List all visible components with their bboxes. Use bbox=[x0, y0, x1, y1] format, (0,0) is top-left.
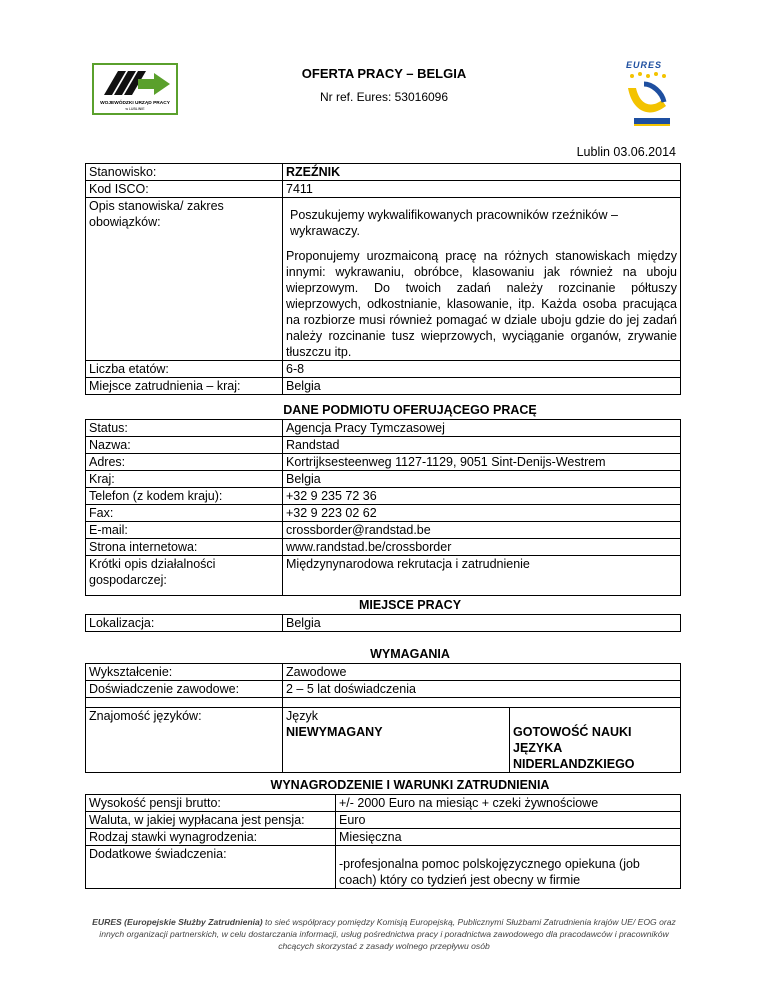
currency-value: Euro bbox=[336, 812, 681, 829]
language-value: NIEWYMAGANY bbox=[286, 725, 383, 739]
positions-count-label: Liczba etatów: bbox=[86, 361, 283, 378]
employer-activity-label: Krótki opis działalności gospodarczej: bbox=[86, 556, 283, 596]
isco-value: 7411 bbox=[283, 181, 681, 198]
work-country-label: Miejsce zatrudnienia – kraj: bbox=[86, 378, 283, 395]
employer-phone-value: +32 9 235 72 36 bbox=[283, 488, 681, 505]
rate-type-value: Miesięczna bbox=[336, 829, 681, 846]
benefits-cell bbox=[336, 846, 681, 889]
salary-table bbox=[85, 794, 681, 889]
salary-heading: WYNAGRODZENIE I WARUNKI ZATRUDNIENIA bbox=[270, 778, 550, 792]
employer-country-value: Belgia bbox=[283, 471, 681, 488]
employer-website-label: Strona internetowa: bbox=[86, 539, 283, 556]
isco-label: Kod ISCO: bbox=[86, 181, 283, 198]
document-date: Lublin 03.06.2014 bbox=[576, 145, 676, 159]
employer-activity-value: Międzynynarodowa rekrutacja i zatrudnienie bbox=[283, 556, 681, 596]
language-header: Język bbox=[286, 709, 318, 723]
currency-label: Waluta, w jakiej wypłacana jest pensja: bbox=[86, 812, 336, 829]
description-label: Opis stanowiska/ zakres obowiązków: bbox=[86, 198, 283, 361]
employer-address-label: Adres: bbox=[86, 454, 283, 471]
position-value: RZEŹNIK bbox=[283, 164, 681, 181]
page-title: OFERTA PRACY – BELGIA bbox=[301, 66, 467, 81]
workplace-heading: MIEJSCE PRACY bbox=[358, 598, 462, 612]
employer-status-value: Agencja Pracy Tymczasowej bbox=[283, 420, 681, 437]
gross-salary-label: Wysokość pensji brutto: bbox=[86, 795, 336, 812]
benefits-value: -profesjonalna pomoc polskojęzycznego opiekuna (job coach) który co tydzień jest obecny w firmie bbox=[339, 857, 640, 887]
positions-count-value: 6-8 bbox=[283, 361, 681, 378]
education-label: Wykształcenie: bbox=[86, 664, 283, 681]
workplace-table bbox=[85, 614, 681, 632]
employer-email-value[interactable]: crossborder@randstad.be bbox=[283, 522, 681, 539]
requirements-table bbox=[85, 663, 681, 773]
description-details: Proponujemy urozmaiconą pracę na różnych stanowiskach między innymi: wykrawaniu, obróbce, klasowaniu jak również na uboju wieprzowym. Do twoich zadań należy rozcinanie półtuszy wieprzowych, odkostnianie, klasowanie, itp. Każda osoba pracująca na rozbiorze musi również pomagać w dziale uboju gdzie do jej zadań należy rozcinanie tusz wieprzowych, wyciąganie organów, zrywanie tłuszczu itp. bbox=[286, 249, 677, 359]
wup-logo-text: WOJEWÓDZKI URZĄD PRACY bbox=[100, 101, 170, 106]
work-country-value: Belgia bbox=[283, 378, 681, 395]
footer-note-text: to sieć współpracy pomiędzy Komisją Europejską, Publicznymi Służbami Zatrudnienia krajów UE/ EOG oraz innych organizacji partnerskich, w celu dostarczania informacji, usług pośrednictwa pracy i poradnictwa zawodowego dla pracodawców i pracowników chcących skorzystać z zasady wolnego przepływu osób bbox=[99, 917, 676, 951]
location-value: Belgia bbox=[283, 615, 681, 632]
language-note bbox=[510, 708, 681, 773]
education-value: Zawodowe bbox=[283, 664, 681, 681]
eures-hand-icon bbox=[622, 58, 676, 128]
eures-logo-text: EURES bbox=[626, 60, 663, 70]
employer-address-value: Kortrijksesteenweg 1127-1129, 9051 Sint-Denijs-Westrem bbox=[283, 454, 681, 471]
rate-type-label: Rodzaj stawki wynagrodzenia: bbox=[86, 829, 336, 846]
employer-website-value[interactable]: www.randstad.be/crossborder bbox=[283, 539, 681, 556]
employer-table bbox=[85, 419, 681, 596]
eures-logo bbox=[622, 58, 676, 128]
spacer-left bbox=[86, 698, 283, 708]
description-cell bbox=[283, 198, 681, 361]
position-label: Stanowisko: bbox=[86, 164, 283, 181]
arrows-icon bbox=[94, 65, 176, 103]
employer-status-label: Status: bbox=[86, 420, 283, 437]
spacer-right bbox=[283, 698, 681, 708]
footer-note bbox=[88, 916, 680, 952]
description-intro: Poszukujemy wykwalifikowanych pracowników rzeźników – wykrawaczy. bbox=[290, 208, 618, 238]
experience-value: 2 – 5 lat doświadczenia bbox=[283, 681, 681, 698]
languages-label: Znajomość języków: bbox=[86, 708, 283, 773]
benefits-label: Dodatkowe świadczenia: bbox=[86, 846, 336, 889]
employer-fax-label: Fax: bbox=[86, 505, 283, 522]
gross-salary-value: +/- 2000 Euro na miesiąc + czeki żywnościowe bbox=[336, 795, 681, 812]
employer-fax-value: +32 9 223 02 62 bbox=[283, 505, 681, 522]
language-note-text: GOTOWOŚĆ NAUKI JĘZYKA NIDERLANDZKIEGO bbox=[513, 725, 635, 771]
employer-country-label: Kraj: bbox=[86, 471, 283, 488]
employer-phone-label: Telefon (z kodem kraju): bbox=[86, 488, 283, 505]
employer-email-label: E-mail: bbox=[86, 522, 283, 539]
footer-note-bold: EURES (Europejskie Służby Zatrudnienia) bbox=[92, 917, 263, 927]
experience-label: Doświadczenie zawodowe: bbox=[86, 681, 283, 698]
employer-heading: DANE PODMIOTU OFERUJĄCEGO PRACĘ bbox=[283, 403, 537, 417]
job-details-table bbox=[85, 163, 681, 395]
employer-name-label: Nazwa: bbox=[86, 437, 283, 454]
location-label: Lokalizacja: bbox=[86, 615, 283, 632]
employer-name-value: Randstad bbox=[283, 437, 681, 454]
wup-logo-subtext: w LUBLINIE bbox=[125, 107, 145, 111]
wup-logo bbox=[92, 63, 178, 115]
requirements-heading: WYMAGANIA bbox=[370, 647, 450, 661]
reference-number: Nr ref. Eures: 53016096 bbox=[319, 90, 449, 104]
language-cell bbox=[283, 708, 510, 773]
